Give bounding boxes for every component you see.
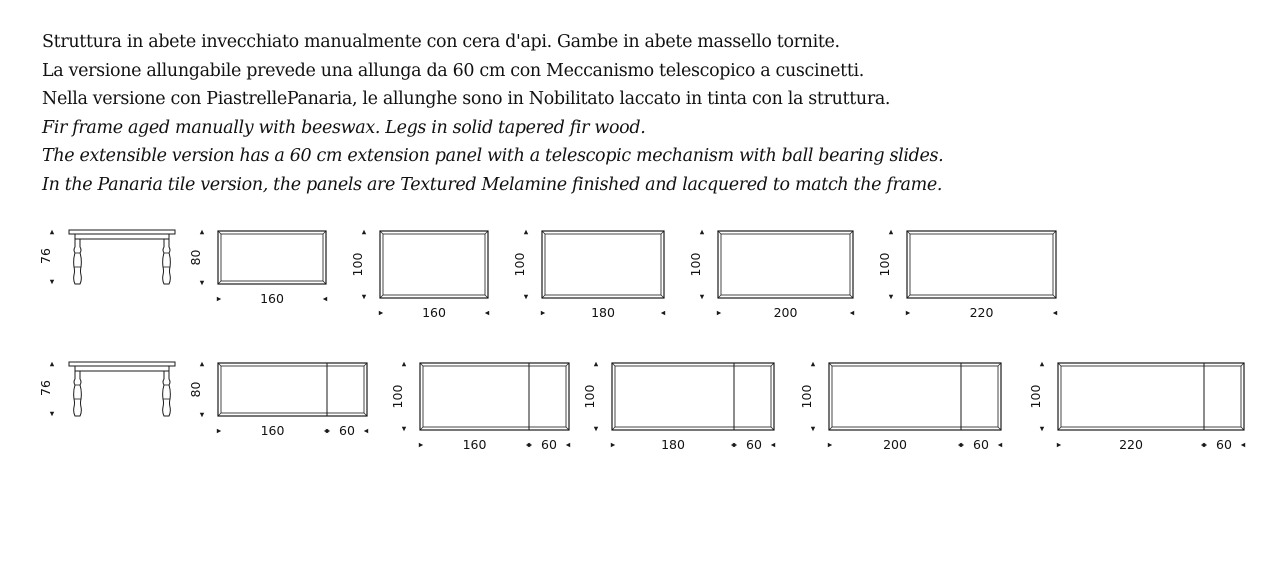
table-top-inner xyxy=(832,366,998,427)
table-top-inner xyxy=(383,234,485,295)
dimension-arrow xyxy=(402,427,406,431)
length-label: 220 xyxy=(969,305,994,320)
description-en-line-1: Fir frame aged manually with beeswax. Legs in solid tapered fir wood. xyxy=(42,117,646,138)
dimension-arrow xyxy=(889,230,893,234)
table-top-inner xyxy=(910,234,1053,295)
extension-label: 60 xyxy=(746,437,762,452)
extendable-top-view-2 xyxy=(390,362,570,452)
turned-leg xyxy=(74,371,82,416)
dimension-arrow xyxy=(661,311,665,315)
depth-label: 80 xyxy=(188,249,203,266)
description-it-line-1: Struttura in abete invecchiato manualmente con cera d'api. Gambe in abete massello tornite. xyxy=(42,32,840,52)
depth-label: 80 xyxy=(188,381,203,398)
description-en-line-3: In the Panaria tile version, the panels are Textured Melamine finished and lacquered to match the frame. xyxy=(42,174,943,195)
table-top-inner xyxy=(721,234,850,295)
extendable-top-view-1 xyxy=(188,362,368,438)
length-label: 160 xyxy=(462,437,487,452)
description-it-line-2: La versione allungabile prevede una allunga da 60 cm con Meccanismo telescopico a cuscinetti. xyxy=(42,60,864,81)
table-top-outline xyxy=(420,363,569,430)
dimension-arrow xyxy=(700,295,704,299)
extension-label: 60 xyxy=(339,423,355,438)
depth-label: 100 xyxy=(390,384,405,409)
turned-leg xyxy=(163,239,171,284)
dimension-arrow xyxy=(485,311,489,315)
dimension-arrow xyxy=(594,362,598,366)
table-top-inner xyxy=(1061,366,1241,427)
table-top-outline xyxy=(218,363,367,416)
length-label: 200 xyxy=(773,305,798,320)
length-label: 180 xyxy=(591,305,615,320)
dimension-arrow xyxy=(850,311,854,315)
length-label: 160 xyxy=(260,291,284,306)
fixed-top-view-2 xyxy=(350,230,489,320)
dimension-arrow xyxy=(524,230,528,234)
fixed-side-view xyxy=(38,230,175,284)
fixed-top-view-4 xyxy=(688,230,854,320)
dimension-arrow xyxy=(200,413,204,417)
dimension-arrow xyxy=(362,295,366,299)
table-top-outline xyxy=(718,231,853,298)
table-top-outline xyxy=(907,231,1056,298)
length-label: 160 xyxy=(422,305,446,320)
dimension-arrow xyxy=(566,443,570,447)
table-top-side xyxy=(69,230,175,234)
extendable-side-view xyxy=(38,362,175,416)
extension-label: 60 xyxy=(1216,437,1232,452)
dimension-arrow xyxy=(50,412,54,416)
dimension-arrow xyxy=(998,443,1002,447)
dimension-arrow xyxy=(771,443,775,447)
dimension-arrow xyxy=(50,362,54,366)
table-top-outline xyxy=(1058,363,1244,430)
dimension-arrow xyxy=(811,362,815,366)
depth-label: 100 xyxy=(877,252,892,277)
dimension-arrow xyxy=(594,427,598,431)
leg-outline xyxy=(74,371,82,416)
dimension-arrow xyxy=(889,295,893,299)
length-label: 180 xyxy=(661,437,685,452)
dimension-arrow xyxy=(811,427,815,431)
height-label: 76 xyxy=(38,248,53,264)
height-label: 76 xyxy=(38,380,53,396)
dimension-arrow xyxy=(1057,443,1061,447)
dimension-arrow xyxy=(200,362,204,366)
extendable-top-view-3 xyxy=(582,362,775,452)
dimension-arrow xyxy=(200,281,204,285)
table-top-side xyxy=(69,362,175,366)
depth-label: 100 xyxy=(512,252,527,277)
table-top-outline xyxy=(380,231,488,298)
table-top-outline xyxy=(218,231,326,284)
extendable-top-view-4 xyxy=(799,362,1002,452)
dimension-arrow xyxy=(419,443,423,447)
fixed-top-view-1 xyxy=(188,230,327,306)
dimension-arrow xyxy=(541,311,545,315)
dimension-arrow xyxy=(524,295,528,299)
table-top-outline xyxy=(542,231,664,298)
depth-label: 100 xyxy=(350,252,365,277)
table-top-inner xyxy=(615,366,771,427)
description-it-line-3: Nella versione con PiastrellePanaria, le allunghe sono in Nobilitato laccato in tinta con la struttura. xyxy=(42,89,891,110)
dimension-arrow xyxy=(402,362,406,366)
turned-leg xyxy=(74,239,82,284)
leg-outline xyxy=(163,239,171,284)
fixed-top-view-3 xyxy=(512,230,665,320)
table-top-inner xyxy=(221,366,364,413)
dimension-arrow xyxy=(50,230,54,234)
dimension-arrow xyxy=(217,429,221,433)
dimension-arrow xyxy=(717,311,721,315)
leg-outline xyxy=(74,239,82,284)
table-top-inner xyxy=(545,234,661,295)
length-label: 200 xyxy=(883,437,907,452)
dimension-arrow xyxy=(1040,362,1044,366)
dimension-arrow xyxy=(50,280,54,284)
leg-outline xyxy=(163,371,171,416)
dimension-arrow xyxy=(700,230,704,234)
dimension-arrow xyxy=(364,429,368,433)
dimension-arrow xyxy=(828,443,832,447)
turned-leg xyxy=(163,371,171,416)
extendable-top-view-5 xyxy=(1028,362,1245,452)
depth-label: 100 xyxy=(1028,384,1043,409)
length-label: 220 xyxy=(1119,437,1143,452)
table-top-outline xyxy=(612,363,774,430)
dimension-arrow xyxy=(217,297,221,301)
dimension-arrow xyxy=(1053,311,1057,315)
depth-label: 100 xyxy=(799,384,814,409)
description-en-line-2: The extensible version has a 60 cm extension panel with a telescopic mechanism with ball bearing slides. xyxy=(42,146,944,167)
table-top-inner xyxy=(221,234,323,281)
dimension-arrow xyxy=(1241,443,1245,447)
dimension-arrow xyxy=(906,311,910,315)
dimension-arrow xyxy=(1040,427,1044,431)
table-top-inner xyxy=(423,366,566,427)
dimension-arrow xyxy=(362,230,366,234)
dimension-arrow xyxy=(611,443,615,447)
depth-label: 100 xyxy=(688,252,703,277)
table-top-outline xyxy=(829,363,1001,430)
extension-label: 60 xyxy=(541,437,557,452)
depth-label: 100 xyxy=(582,384,597,409)
dimension-arrow xyxy=(379,311,383,315)
fixed-top-view-5 xyxy=(877,230,1057,320)
length-label: 160 xyxy=(260,423,285,438)
dimension-arrow xyxy=(323,297,327,301)
extension-label: 60 xyxy=(973,437,989,452)
dimension-arrow xyxy=(200,230,204,234)
